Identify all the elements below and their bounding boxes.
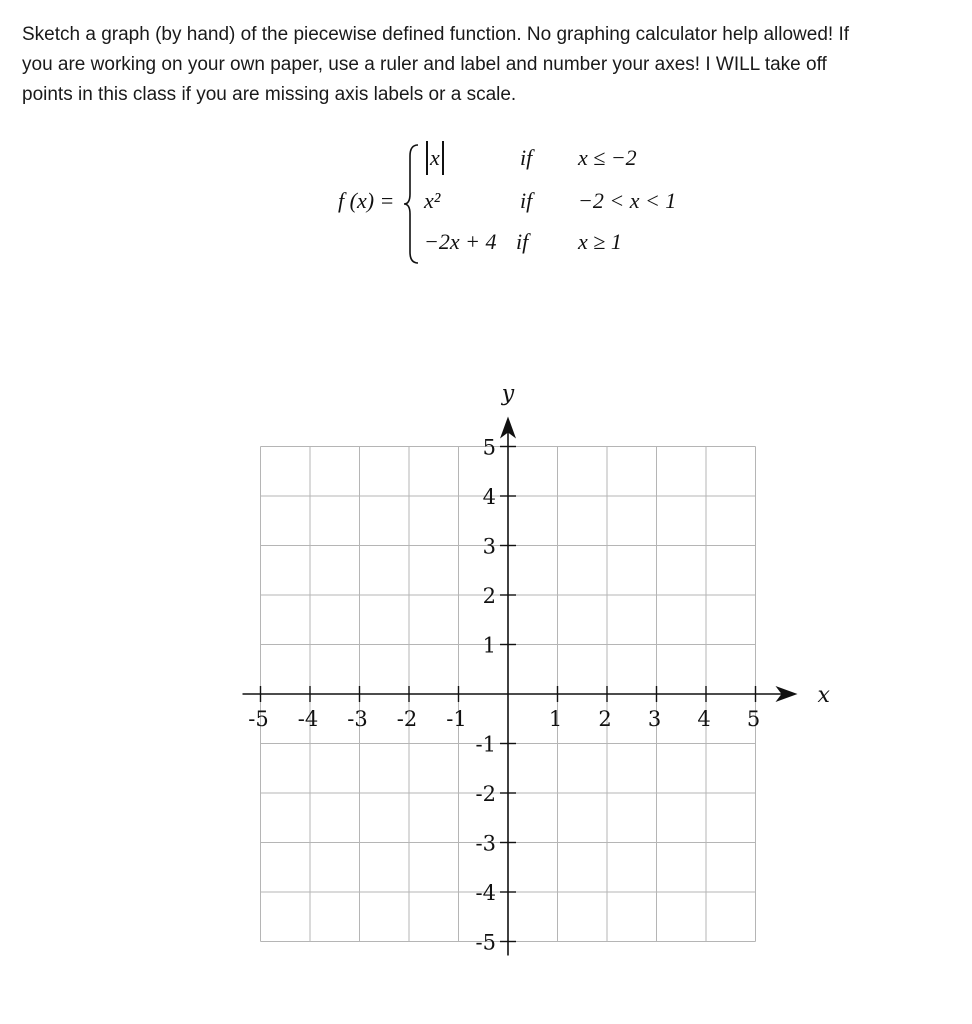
x-tick-label: 2 <box>598 707 612 731</box>
y-tick-label: -2 <box>475 782 496 806</box>
formula-case-1-if: if <box>520 145 533 170</box>
formula-case-2-expr: x² <box>424 188 441 213</box>
x-tick-label: -2 <box>396 707 418 731</box>
x-tick-label: -5 <box>248 707 269 731</box>
tick-labels <box>248 436 760 955</box>
formula-lhs: f (x) = <box>338 188 395 213</box>
x-tick-label: -4 <box>297 707 319 731</box>
formula-case-3-if: if <box>516 229 529 254</box>
formula-case-1-expr: x <box>430 145 440 170</box>
formula-case-2-if: if <box>520 188 533 213</box>
y-tick-label: 4 <box>482 485 496 509</box>
x-tick-label: 4 <box>697 707 711 731</box>
x-tick-label: 5 <box>746 707 761 731</box>
y-tick-label: -1 <box>475 732 496 757</box>
y-axis-label: y <box>501 381 515 407</box>
x-tick-label: -1 <box>446 707 467 731</box>
y-tick-label: 3 <box>482 534 496 559</box>
y-tick-label: -3 <box>475 831 496 856</box>
x-tick-label: 1 <box>548 707 563 731</box>
y-tick-label: -4 <box>475 881 496 905</box>
x-tick-label: -3 <box>347 707 368 731</box>
x-tick-label: 3 <box>647 707 662 731</box>
instructions-line-2: you are working on your own paper, use a ruler and label and number your axes! I WILL take off <box>22 54 827 75</box>
formula-case-1-condition: x ≤ −2 <box>578 145 637 170</box>
y-tick-label: -5 <box>475 930 496 955</box>
y-tick-label: 1 <box>482 633 496 658</box>
axes <box>241 417 798 956</box>
instructions-line-1: Sketch a graph (by hand) of the piecewise defined function. No graphing calculator help allowed! If <box>22 24 850 45</box>
y-tick-label: 2 <box>482 584 496 608</box>
y-tick-label: 5 <box>482 435 496 460</box>
x-axis-label: x <box>817 683 830 708</box>
formula-case-3-expr: −2x + 4 <box>424 229 497 254</box>
instructions-line-3: points in this class if you are missing axis labels or a scale. <box>22 84 517 105</box>
formula-case-2-condition: −2 < x < 1 <box>578 188 677 213</box>
formula-case-3-condition: x ≥ 1 <box>578 229 622 254</box>
